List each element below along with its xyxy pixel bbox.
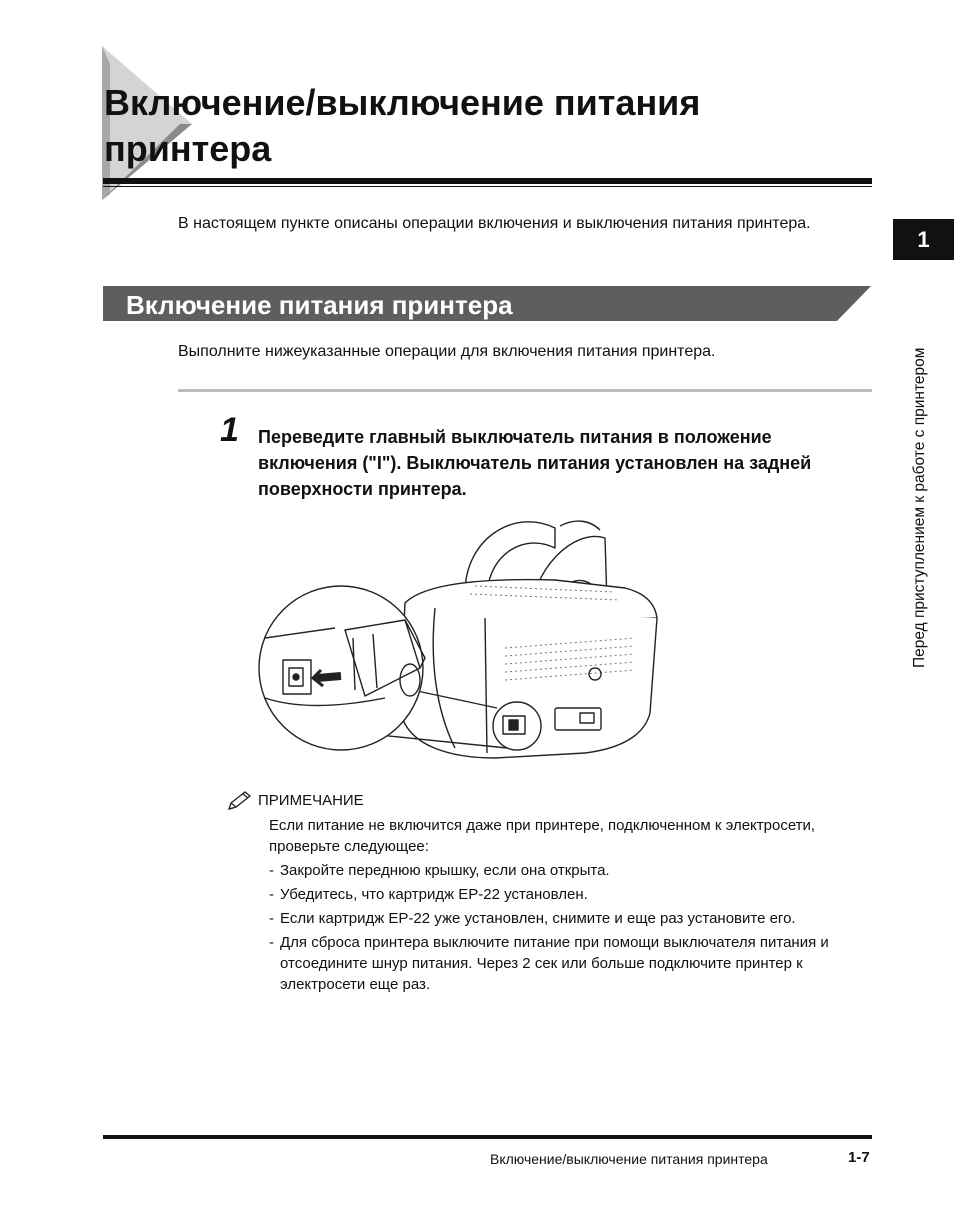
note-list-item: - Закройте переднюю крышку, если она открыта. bbox=[269, 860, 879, 881]
note-label: ПРИМЕЧАНИЕ bbox=[258, 792, 364, 809]
chapter-side-label: Перед приступлением к работе с принтером bbox=[911, 347, 928, 668]
step-instruction: Переведите главный выключатель питания в положение включения ("I"). Выключатель питания установлен на задней поверхности принтера. bbox=[258, 427, 812, 499]
note-list bbox=[269, 860, 879, 995]
pencil-icon bbox=[226, 790, 252, 812]
footer-section-title: Включение/выключение питания принтера bbox=[490, 1151, 768, 1167]
title-rule-thin bbox=[103, 186, 872, 187]
note-list-item: - Для сброса принтера выключите питание при помощи выключателя питания и отсоедините шнур питания. Через 2 сек или больше подключите принтер к электросети еще раз. bbox=[269, 932, 879, 995]
intro-paragraph: В настоящем пункте описаны операции включения и выключения питания принтера. bbox=[178, 215, 811, 232]
note-body bbox=[269, 815, 879, 995]
page-number: 1-7 bbox=[848, 1149, 870, 1166]
section-divider bbox=[178, 389, 872, 392]
printer-power-switch-illustration bbox=[255, 508, 675, 770]
section-title: Включение питания принтера bbox=[126, 290, 513, 320]
page-title: Включение/выключение питания принтера bbox=[104, 82, 701, 169]
step-number: 1 bbox=[220, 411, 239, 449]
note-list-item: - Если картридж EP-22 уже установлен, снимите и еще раз установите его. bbox=[269, 908, 879, 929]
footer-rule bbox=[103, 1135, 872, 1139]
section-intro: Выполните нижеуказанные операции для включения питания принтера. bbox=[178, 343, 716, 360]
note-list-item: - Убедитесь, что картридж EP-22 установлен. bbox=[269, 884, 879, 905]
note-lead: Если питание не включится даже при принтере, подключенном к электросети, проверьте следующее: bbox=[269, 817, 816, 855]
title-rule bbox=[103, 178, 872, 184]
chapter-tab: 1 bbox=[893, 219, 954, 260]
